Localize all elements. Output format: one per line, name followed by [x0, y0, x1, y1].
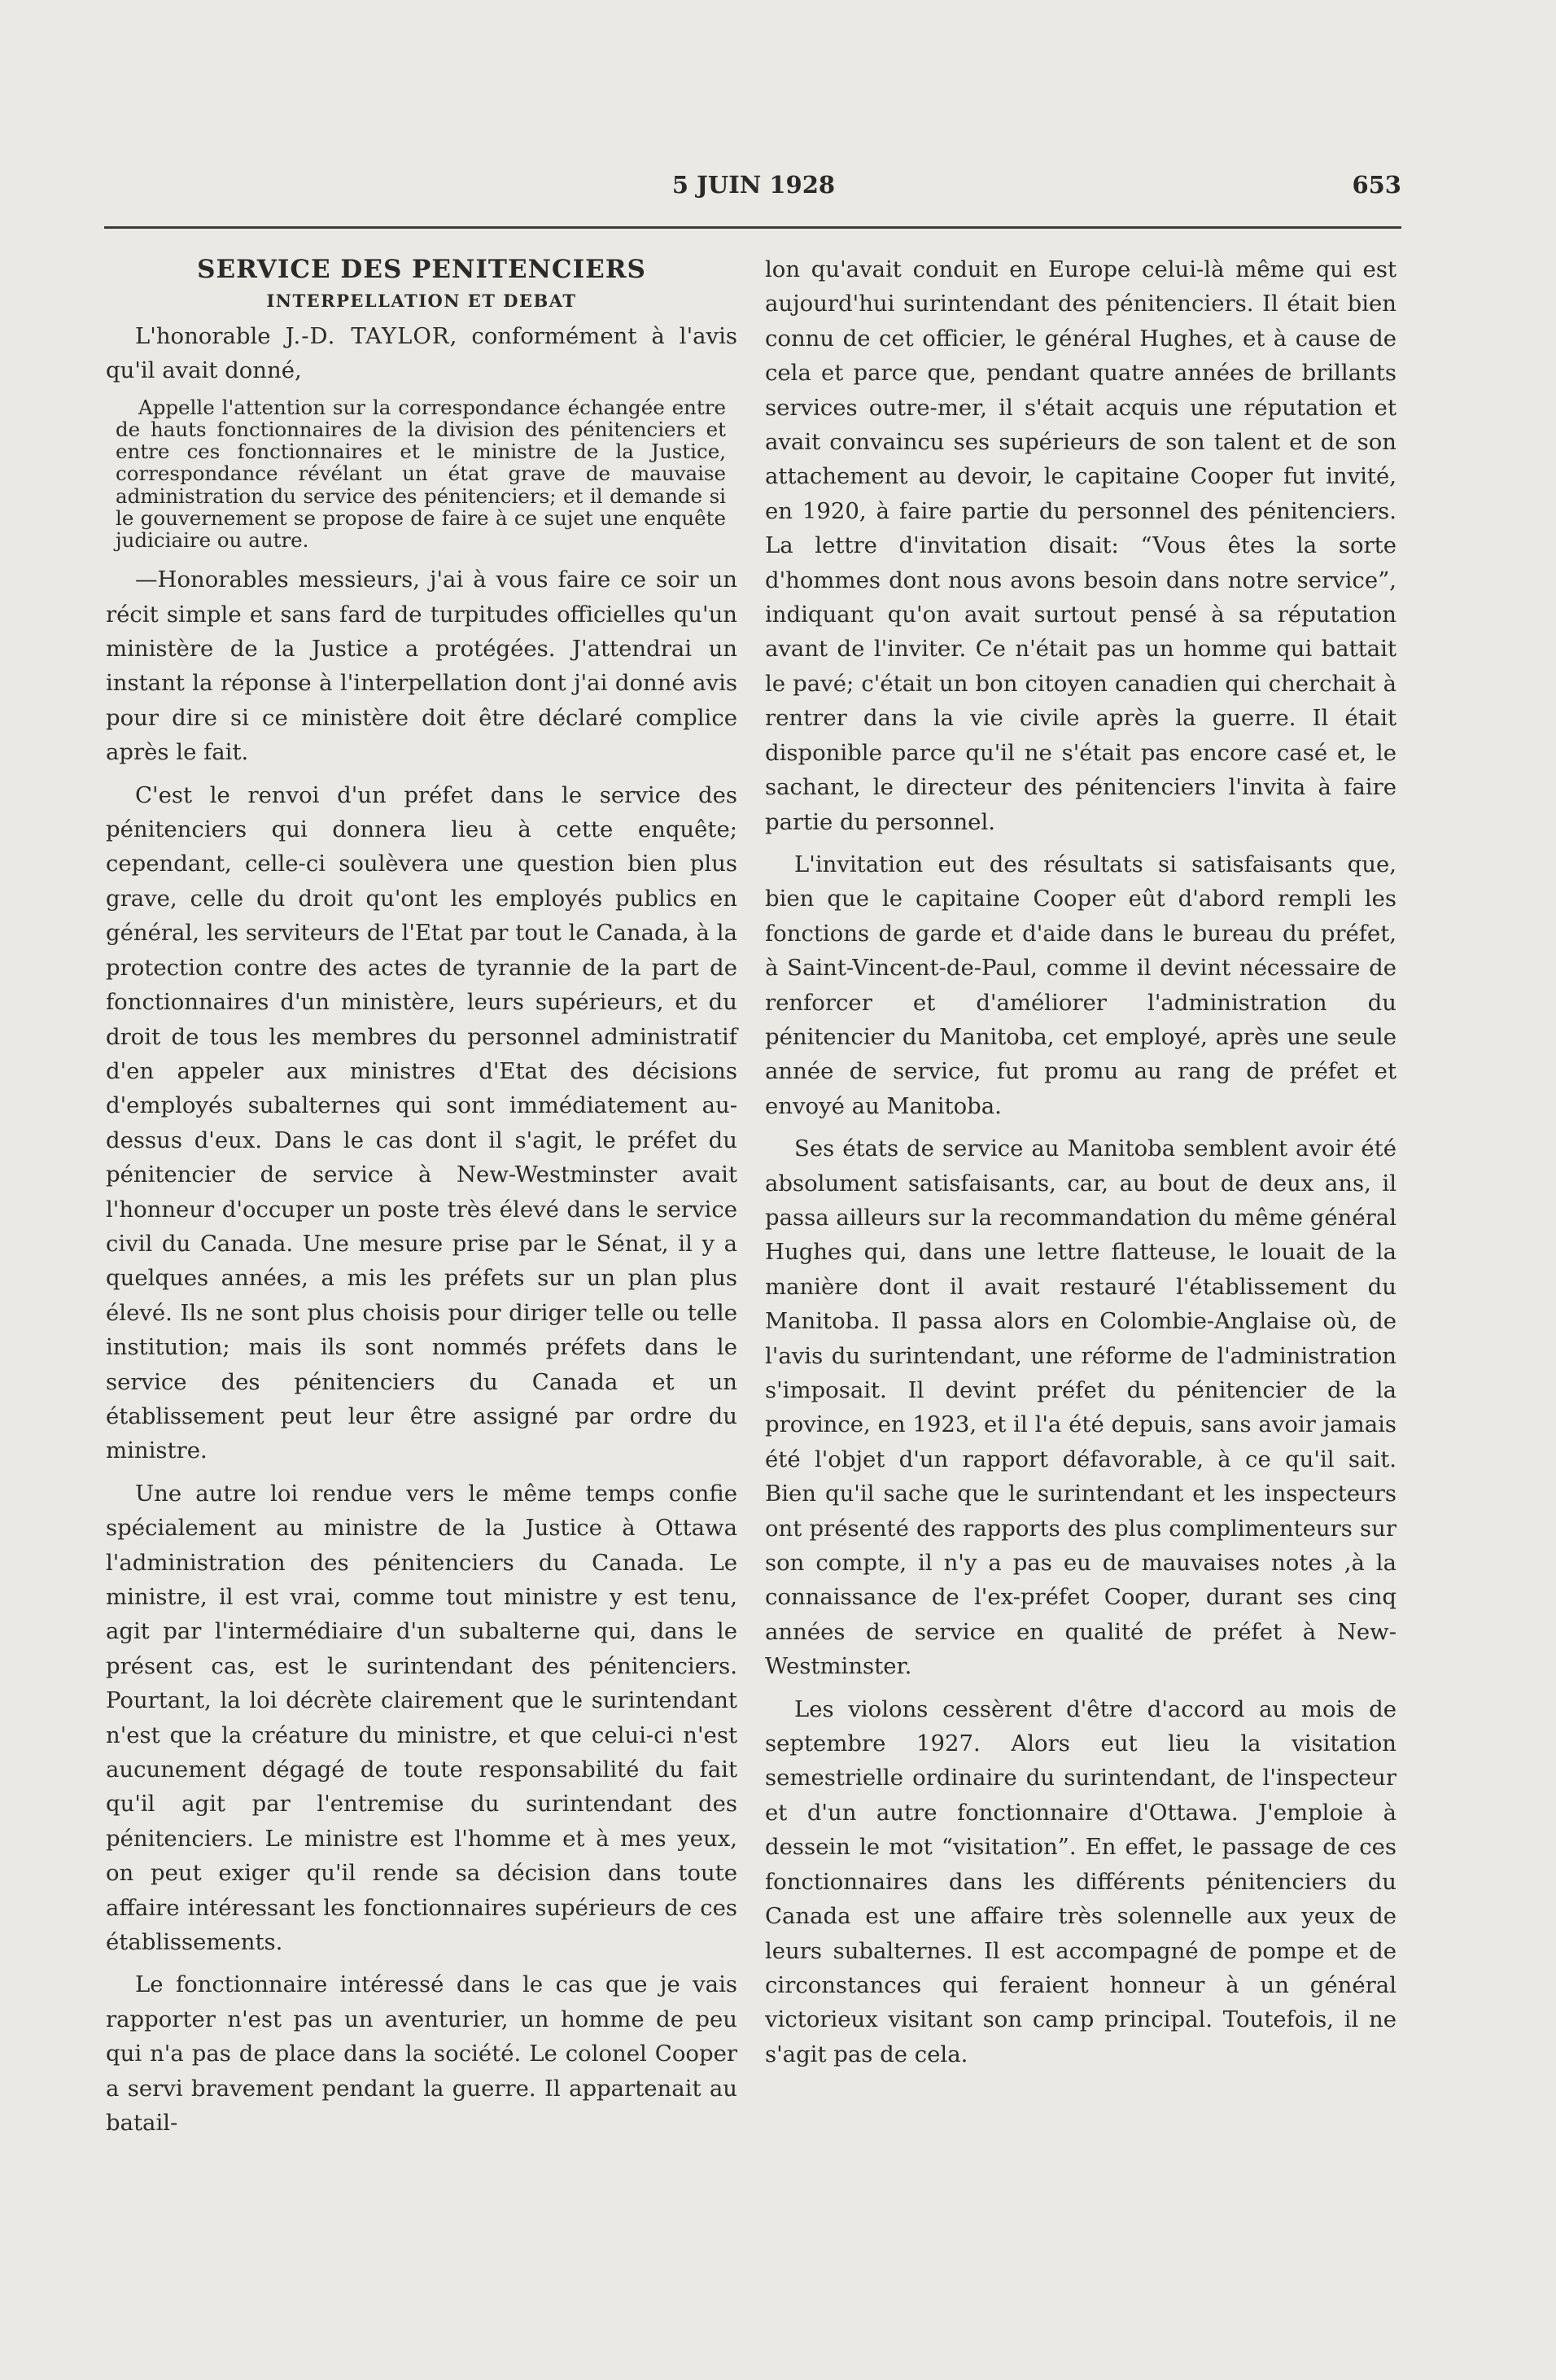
- paragraph: Les violons cessèrent d'être d'accord au mois de septembre 1927. Alors eut lieu la visitation semestrielle ordinaire du surintendant, de l'inspecteur et d'un autre fonctionnaire d'Ottawa. J'emploie à dessein le mot “visitation”. En effet, le passage de ces fonctionnaires dans les différents pénitenciers du Canada est une affaire très solennelle aux yeux de leurs subalternes. Il est accompagné de pompe et de circonstances qui feraient honneur à un général victorieux visitant son camp principal. Toutefois, il ne s'agit pas de cela.: [765, 1695, 1396, 2067]
- speaker-name: J.-D. TAYLOR: [285, 323, 450, 349]
- paragraph: lon qu'avait conduit en Europe celui-là même qui est aujourd'hui surintendant des pénitenciers. Il était bien connu de cet officier, le général Hughes, et à cause de cela et parce que, pendant quatre années de brillants services outre-mer, il s'était acquis une réputation et avait convaincu ses supérieurs de son talent et de son attachement au devoir, le capitaine Cooper fut invité, en 1920, à faire partie du personnel des pénitenciers. La lettre d'invitation disait: “Vous êtes la sorte d'hommes dont nous avons besoin dans notre service”, indiquant qu'on avait surtout pensé à sa réputation avant de l'inviter. Ce n'était pas un homme qui battait le pavé; c'était un bon citoyen canadien qui cherchait à rentrer dans la vie civile après la guerre. Il était disponible parce qu'il ne s'était pas encore casé et, le sachant, le directeur des pénitenciers l'invita à faire partie du personnel.: [765, 256, 1396, 835]
- paragraph: L'invitation eut des résultats si satisfaisants que, bien que le capitaine Cooper eût d'abord rempli les fonctions de garde et d'aide dans le bureau du préfet, à Saint-Vincent-de-Paul, comme il devint nécessaire de renforcer et d'améliorer l'administration du pénitencier du Manitoba, cet employé, après une seule année de service, fut promu au rang de préfet et envoyé au Manitoba.: [765, 851, 1396, 1119]
- speaker-prefix: L'honorable: [135, 323, 286, 349]
- speaker-suffix: , conformément à l'avis qu'il avait donné,: [106, 323, 737, 384]
- page-header: [106, 171, 1401, 212]
- speaker-intro: [106, 319, 737, 388]
- paragraph: Une autre loi rendue vers le même temps confie spécialement au ministre de la Justice à Ottawa l'administration des pénitenciers du Canada. Le ministre, il est vrai, comme tout ministre y est tenu, agit par l'intermédiaire d'un subalterne qui, dans le présent cas, est le surintendant des pénitenciers. Pourtant, la loi décrète clairement que le surintendant n'est que la créature du ministre, et que celui-ci n'est aucunement dégagé de toute responsabilité du fait qu'il agit par l'entremise du surintendant des pénitenciers. Le ministre est l'homme et à mes yeux, on peut exiger qu'il rende sa décision dans toute affaire intéressant les fonctionnaires supérieurs de ces établissements.: [106, 1480, 737, 1956]
- header-date: 5 JUIN 1928: [671, 171, 836, 199]
- header-rule: [104, 226, 1401, 229]
- paragraph: Le fonctionnaire intéressé dans le cas que je vais rapporter n'est pas un aventurier, un homme de peu qui n'a pas de place dans la société. Le colonel Cooper a servi bravement pendant la guerre. Il appartenait au batail-: [106, 1971, 737, 2137]
- page-number: 653: [1352, 171, 1401, 199]
- section-subtitle: INTERPELLATION ET DEBAT: [266, 291, 577, 311]
- paragraph: Ses états de service au Manitoba semblent avoir été absolument satisfaisants, car, au bout de deux ans, il passa ailleurs sur la recommandation du même général Hughes qui, dans une lettre flatteuse, le louait de la manière dont il avait restauré l'établissement du Manitoba. Il passa alors en Colombie-Anglaise où, de l'avis du surintendant, une réforme de l'administration s'imposait. Il devint préfet du pénitencier de la province, en 1923, et il l'a été depuis, sans avoir jamais été l'objet d'un rapport défavorable, à ce qu'il sait. Bien qu'il sache que le surintendant et les inspecteurs ont présenté des rapports des plus complimenteurs sur son compte, il n'y a pas eu de mauvaises notes ,à la connaissance de l'ex-préfet Cooper, durant ses cinq années de service en qualité de préfet à New-Westminster.: [765, 1135, 1396, 1680]
- right-column: [765, 252, 1396, 2080]
- left-column: [106, 252, 737, 2149]
- paragraph: C'est le renvoi d'un préfet dans le service des pénitenciers qui donnera lieu à cette enquête; cependant, celle-ci soulèvera une question bien plus grave, celle du droit qu'ont les employés publics en général, les serviteurs de l'Etat par tout le Canada, à la protection contre des actes de tyrannie de la part de fonctionnaires d'un ministère, leurs supérieurs, et du droit de tous les membres du personnel administratif d'en appeler aux ministres d'Etat des décisions d'employés subalternes qui sont immédiatement au-dessus d'eux. Dans le cas dont il s'agit, le préfet du pénitencier de service à New-Westminster avait l'honneur d'occuper un poste très élevé dans le service civil du Canada. Une mesure prise par le Sénat, il y a quelques années, a mis les préfets sur un plan plus élevé. Ils ne sont plus choisis pour diriger telle ou telle institution; mais ils sont nommés préfets dans le service des pénitenciers du Canada et un établissement peut leur être assigné par ordre du ministre.: [106, 781, 737, 1464]
- motion-text: Appelle l'attention sur la correspondance échangée entre de hauts fonctionnaires de la division des pénitenciers et entre ces fonctionnaires et le ministre de la Justice, correspondance révélant un état grave de mauvaise administration du service des pénitenciers; et il demande si le gouvernement se propose de faire à ce sujet une enquête judiciaire ou autre.: [116, 395, 726, 553]
- paragraph: —Honorables messieurs, j'ai à vous faire ce soir un récit simple et sans fard de turpitudes officielles qu'un ministère de la Justice a protégées. J'attendrai un instant la réponse à l'interpellation dont j'ai donné avis pour dire si ce ministère doit être déclaré complice après le fait.: [106, 567, 737, 766]
- section-title: SERVICE DES PENITENCIERS: [197, 255, 646, 284]
